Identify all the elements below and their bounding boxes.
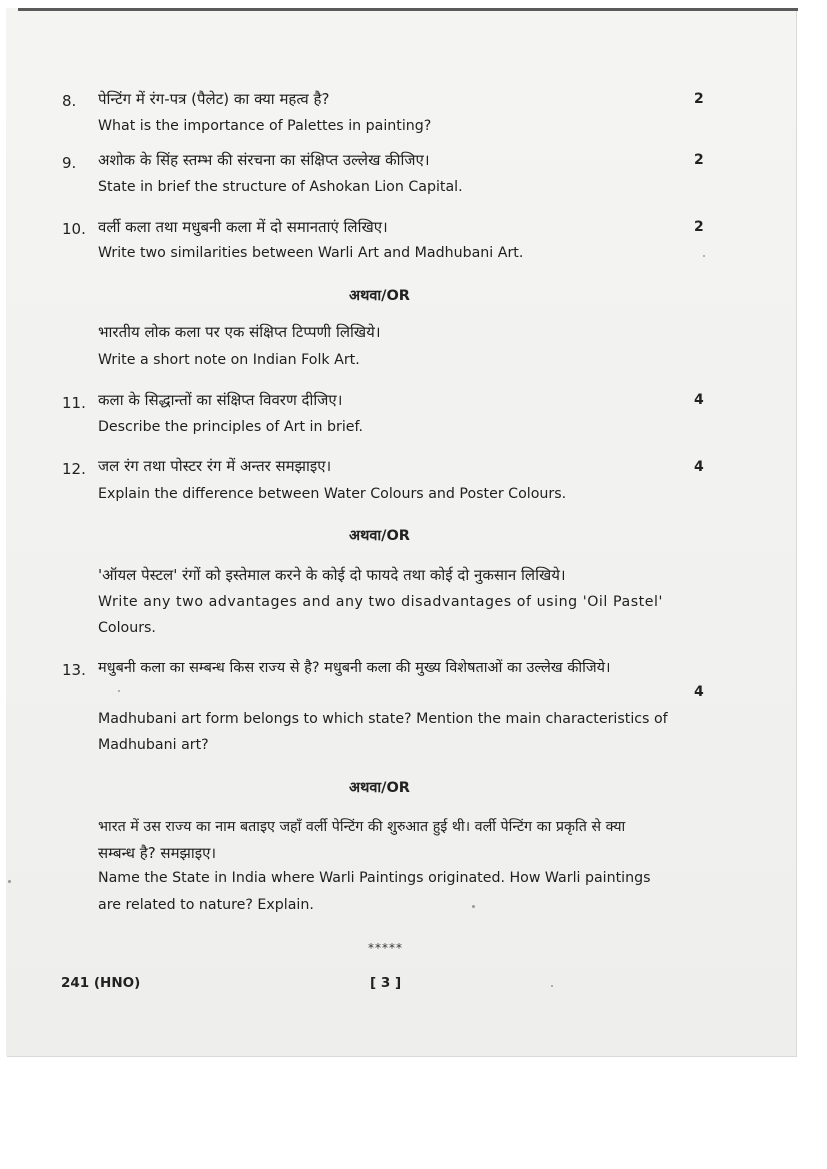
alternative-question-english-line-2: Colours. <box>98 620 156 636</box>
alternative-question-hindi: भारतीय लोक कला पर एक संक्षिप्त टिप्पणी लिखिये। <box>98 323 381 341</box>
alternative-question-english-line-2: are related to nature? Explain. <box>98 897 314 913</box>
question-marks: 2 <box>694 91 704 107</box>
end-of-paper-marker: ***** <box>368 941 403 955</box>
question-text-english: Describe the principles of Art in brief. <box>98 419 363 435</box>
question-marks: 4 <box>694 392 704 408</box>
question-text-english-line-1: Madhubani art form belongs to which state? Mention the main characteristics of <box>98 711 668 727</box>
alternative-question-english-line-1: Write any two advantages and any two disadvantages of using 'Oil Pastel' <box>98 594 663 610</box>
question-text-english: Explain the difference between Water Colours and Poster Colours. <box>98 486 567 502</box>
question-number: 11. <box>62 394 86 412</box>
scan-speck <box>551 985 553 987</box>
scan-speck <box>703 255 705 257</box>
alternative-question-english: Write a short note on Indian Folk Art. <box>98 352 360 368</box>
question-text-hindi: पेन्टिंग में रंग-पत्र (पैलेट) का क्या महत्व है? <box>98 90 330 108</box>
scan-speck <box>8 880 11 883</box>
question-number: 12. <box>62 460 86 478</box>
question-number: 13. <box>62 661 86 679</box>
scan-speck <box>472 905 475 908</box>
scan-top-edge <box>18 8 798 11</box>
question-number: 8. <box>62 92 77 110</box>
question-text-english-line-2: Madhubani art? <box>98 737 209 753</box>
paper-code: 241 (HNO) <box>61 975 141 991</box>
or-label: अथवा/OR <box>349 528 410 544</box>
alternative-question-hindi-line-1: भारत में उस राज्य का नाम बताइए जहाँ वर्ली पेन्टिंग की शुरुआत हुई थी। वर्ली पेन्टिंग का प्रकृति से क्या <box>98 819 626 835</box>
question-text-hindi: मधुबनी कला का सम्बन्ध किस राज्य से है? मधुबनी कला की मुख्य विशेषताओं का उल्लेख कीजिये। <box>98 660 611 676</box>
question-text-english: Write two similarities between Warli Art and Madhubani Art. <box>98 245 524 261</box>
question-text-hindi: जल रंग तथा पोस्टर रंग में अन्तर समझाइए। <box>98 457 332 475</box>
question-number: 10. <box>62 220 86 238</box>
question-marks: 4 <box>694 684 704 700</box>
question-marks: 2 <box>694 152 704 168</box>
question-text-english: State in brief the structure of Ashokan Lion Capital. <box>98 179 463 195</box>
question-marks: 2 <box>694 219 704 235</box>
page-number: [ 3 ] <box>370 975 402 991</box>
or-label: अथवा/OR <box>349 288 410 304</box>
alternative-question-hindi: 'ऑयल पेस्टल' रंगों को इस्तेमाल करने के कोई दो फायदे तथा कोई दो नुकसान लिखिये। <box>98 566 566 584</box>
scan-speck <box>118 690 120 692</box>
question-marks: 4 <box>694 459 704 475</box>
alternative-question-hindi-line-2: सम्बन्ध है? समझाइए। <box>98 844 217 862</box>
question-text-hindi: वर्ली कला तथा मधुबनी कला में दो समानताएं लिखिए। <box>98 218 388 236</box>
question-text-hindi: अशोक के सिंह स्तम्भ की संरचना का संक्षिप्त उल्लेख कीजिए। <box>98 151 430 169</box>
or-label: अथवा/OR <box>349 780 410 796</box>
question-text-english: What is the importance of Palettes in painting? <box>98 118 432 134</box>
question-text-hindi: कला के सिद्धान्तों का संक्षिप्त विवरण दीजिए। <box>98 391 343 409</box>
alternative-question-english-line-1: Name the State in India where Warli Paintings originated. How Warli paintings <box>98 870 651 886</box>
question-number: 9. <box>62 154 77 172</box>
